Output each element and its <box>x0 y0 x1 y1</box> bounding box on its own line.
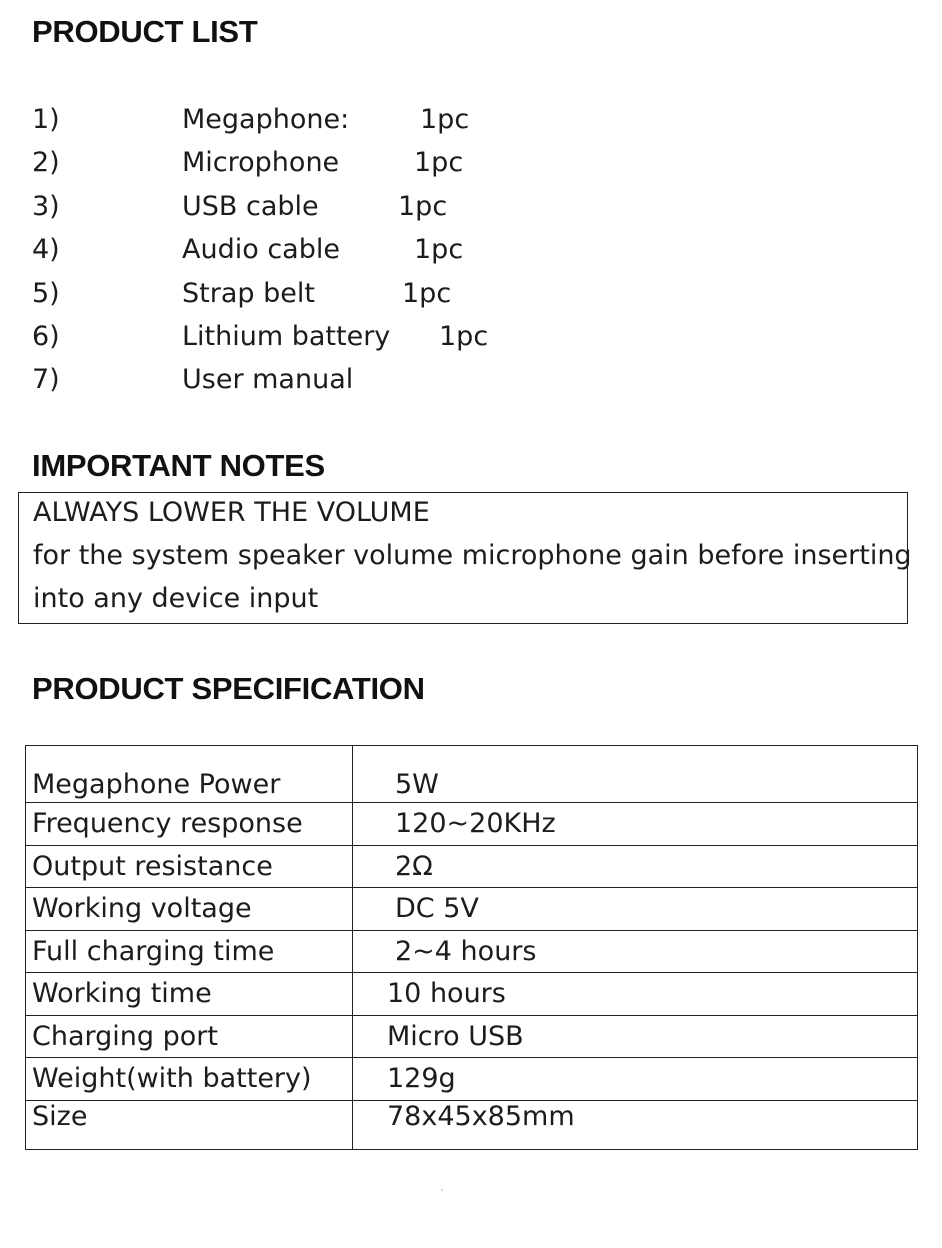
important-notes-heading: IMPORTANT NOTES <box>32 448 325 483</box>
list-item-number: 7) <box>32 364 60 396</box>
product-specification-heading: PRODUCT SPECIFICATION <box>32 671 425 706</box>
list-item <box>32 100 732 143</box>
note-line: ALWAYS LOWER THE VOLUME <box>33 497 430 528</box>
spec-value: DC 5V <box>353 888 918 931</box>
list-item-number: 6) <box>32 320 60 352</box>
list-item <box>32 317 732 360</box>
note-line: into any device input <box>33 583 319 614</box>
spec-label: Output resistance <box>26 845 353 888</box>
list-item-name: Megaphone: <box>182 104 350 135</box>
list-item-name: Lithium battery <box>182 320 391 352</box>
table-row <box>26 1015 918 1058</box>
table-row <box>26 746 918 803</box>
list-item-name: Microphone <box>182 147 340 179</box>
table-row <box>26 973 918 1016</box>
list-item-name: Audio cable <box>182 234 340 266</box>
list-item-number: 4) <box>32 234 60 266</box>
spec-value: Micro USB <box>353 1015 918 1058</box>
note-line: for the system speaker volume microphone gain before inserting <box>33 540 912 571</box>
list-item-quantity: 1pc <box>414 234 464 266</box>
table-row <box>26 1058 918 1101</box>
spec-label: Frequency response <box>26 803 353 846</box>
spec-value: 78x45x85mm <box>353 1100 918 1149</box>
list-item <box>32 230 732 273</box>
list-item-quantity: 1pc <box>398 190 448 222</box>
spec-label: Weight(with battery) <box>26 1058 353 1101</box>
spec-label: Megaphone Power <box>26 746 353 803</box>
list-item-name: Strap belt <box>182 277 315 309</box>
table-row <box>26 930 918 973</box>
table-row <box>26 803 918 846</box>
spec-value: 10 hours <box>353 973 918 1016</box>
spec-value: 129g <box>353 1058 918 1101</box>
spec-label: Full charging time <box>26 930 353 973</box>
list-item-quantity: 1pc <box>420 104 470 135</box>
table-row <box>26 845 918 888</box>
spec-value: 2Ω <box>353 845 918 888</box>
spec-value: 5W <box>353 746 918 803</box>
list-item <box>32 274 732 317</box>
list-item-number: 2) <box>32 147 60 179</box>
product-list-heading: PRODUCT LIST <box>32 14 258 49</box>
specification-table <box>25 745 918 1150</box>
spec-value: 2~4 hours <box>353 930 918 973</box>
spec-label: Charging port <box>26 1015 353 1058</box>
list-item-number: 1) <box>32 104 60 135</box>
spec-value: 120~20KHz <box>353 803 918 846</box>
spec-label: Size <box>26 1100 353 1149</box>
list-item <box>32 143 732 186</box>
spec-label: Working time <box>26 973 353 1016</box>
spec-label: Working voltage <box>26 888 353 931</box>
list-item-quantity: 1pc <box>402 277 452 309</box>
table-row <box>26 888 918 931</box>
list-item-quantity: 1pc <box>414 147 464 179</box>
list-item <box>32 360 732 403</box>
important-notes-box <box>18 492 912 624</box>
table-row <box>26 1100 918 1149</box>
list-item <box>32 187 732 230</box>
list-item-name: User manual <box>182 364 354 396</box>
list-item-name: USB cable <box>182 190 319 222</box>
product-list <box>32 100 732 404</box>
list-item-quantity: 1pc <box>439 320 489 352</box>
list-item-number: 5) <box>32 277 60 309</box>
stray-dot <box>441 1189 443 1191</box>
list-item-number: 3) <box>32 190 60 222</box>
